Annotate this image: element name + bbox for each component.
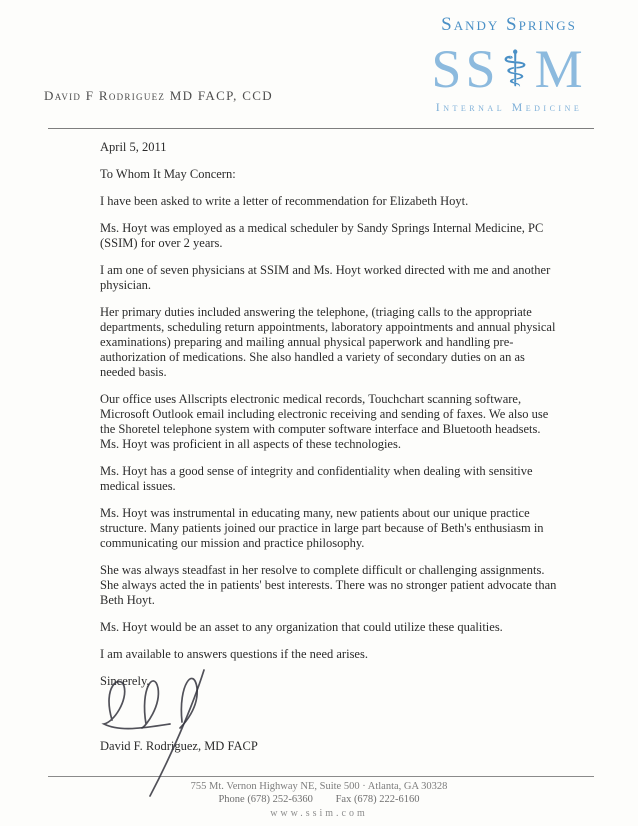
practice-logo-block <box>424 14 594 115</box>
logo-letters-right: M <box>534 39 587 99</box>
paragraph: Ms. Hoyt has a good sense of integrity and confidentiality when dealing with sensitive medical issues. <box>100 464 533 493</box>
salutation: To Whom It May Concern: <box>100 167 236 181</box>
header-divider <box>48 128 594 129</box>
letter-date: April 5, 2011 <box>100 140 167 154</box>
paragraph: She was always steadfast in her resolve to complete difficult or challenging assignments. She always acted the in patients' best interests. There was no stronger patient advocate than Beth Hoyt. <box>100 563 557 607</box>
paragraph: I am available to answers questions if the need arises. <box>100 647 368 661</box>
doctor-name: David F Rodriguez MD FACP, CCD <box>44 88 273 103</box>
signature-name: David F. Rodriguez, MD FACP <box>100 739 258 753</box>
footer-phone: Phone (678) 252-6360 <box>218 794 313 805</box>
practice-name: Sandy Springs <box>441 14 577 35</box>
letter-body <box>100 140 562 766</box>
footer-contact <box>0 793 638 806</box>
footer <box>0 780 638 820</box>
footer-address: 755 Mt. Vernon Highway NE, Suite 500 · Atlanta, GA 30328 <box>190 781 448 792</box>
paragraph: Ms. Hoyt would be an asset to any organization that could utilize these qualities. <box>100 620 503 634</box>
practice-logo <box>424 38 594 99</box>
caduceus-icon: ⚕ <box>501 40 533 98</box>
paragraph: I have been asked to write a letter of recommendation for Elizabeth Hoyt. <box>100 194 469 208</box>
logo-letters-left: SS <box>431 39 500 99</box>
footer-fax: Fax (678) 222-6160 <box>335 794 420 805</box>
footer-website: www.ssim.com <box>270 808 368 819</box>
paragraph: Our office uses Allscripts electronic medical records, Touchchart scanning software, Microsoft Outlook email including electronic receiving and sending of faxes. We also use the Shoretel telephone system with computer software interface and Bluetooth headsets. Ms. Hoyt was proficient in all aspects of these technologies. <box>100 392 549 451</box>
paragraph: Her primary duties included answering the telephone, (triaging calls to the appropriate departments, scheduling return appointments, laboratory appointments and annual physical examinations) preparing and mailing annual physical paperwork and handling pre-authorization of medications. She also handled a variety of secondary duties on an as needed basis. <box>100 305 556 379</box>
paragraph: Ms. Hoyt was employed as a medical scheduler by Sandy Springs Internal Medicine, PC (SSIM) for over 2 years. <box>100 221 544 250</box>
footer-divider <box>48 776 594 777</box>
paragraph: I am one of seven physicians at SSIM and Ms. Hoyt worked directed with me and another physician. <box>100 263 551 292</box>
paragraph: Ms. Hoyt was instrumental in educating many, new patients about our unique practice structure. Many patients joined our practice in large part because of Beth's enthusiasm in communicating our mission and practice philosophy. <box>100 506 544 550</box>
signature-space <box>100 689 562 739</box>
practice-subtitle: Internal Medicine <box>435 100 583 114</box>
closing: Sincerely, <box>100 674 150 688</box>
